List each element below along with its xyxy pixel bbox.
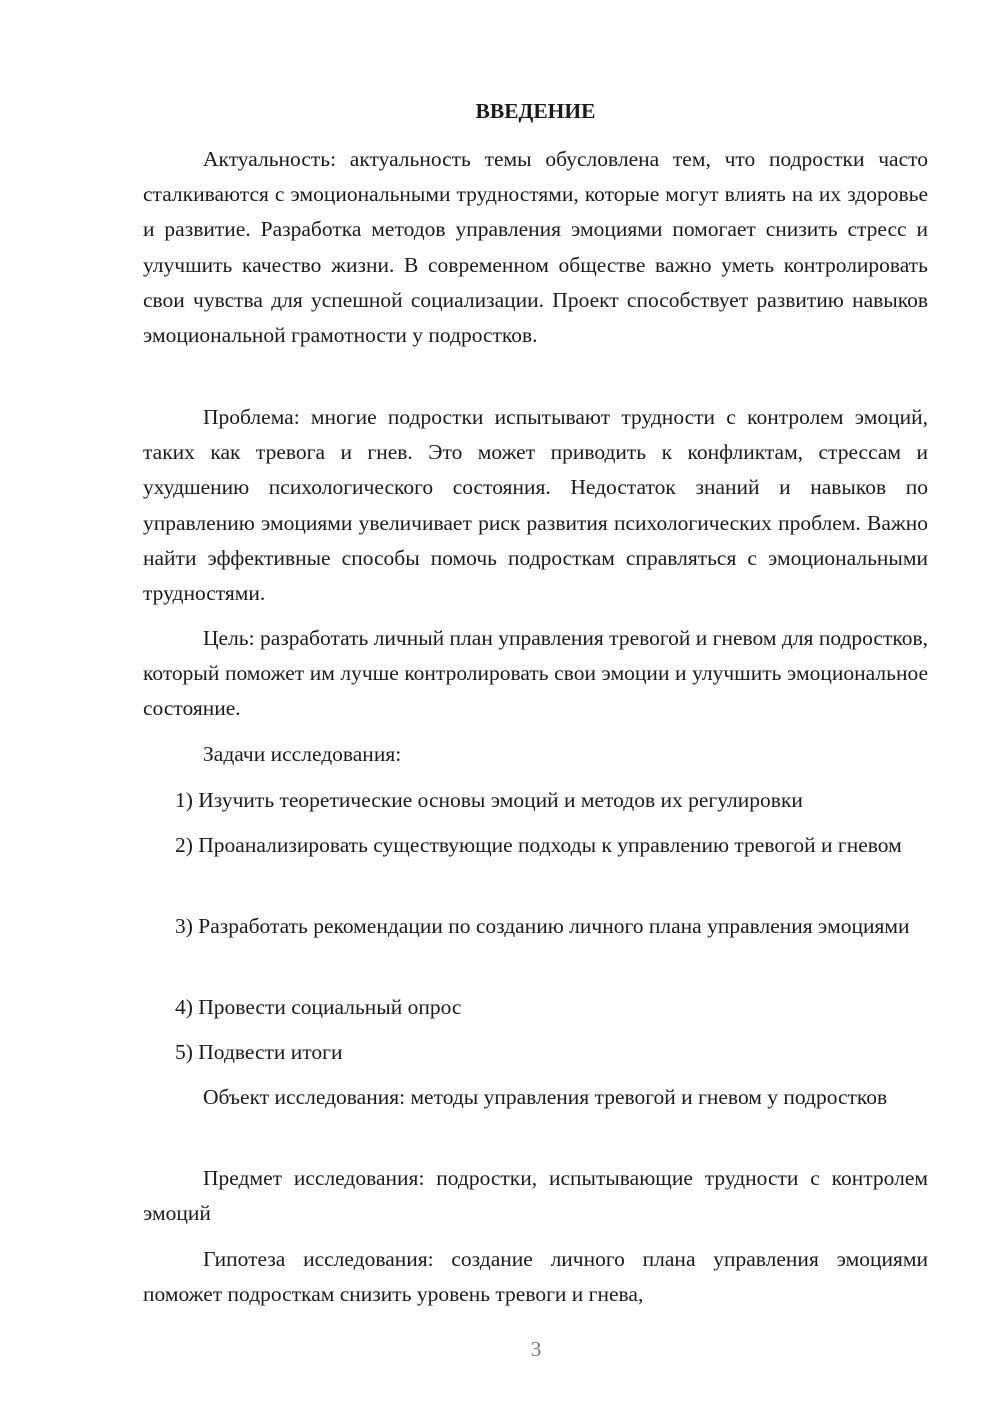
- paragraph-subject: Предмет исследования: подростки, испытывающие трудности с контролем эмоций: [143, 1166, 928, 1226]
- paragraph-problem: Проблема: многие подростки испытывают трудности с контролем эмоций, таких как тревога и гнев. Это может приводить к конфликтам, стрессам и ухудшению психологического состояния. Недостаток знаний и навыков по управлению эмоциями увеличивает риск развития психологических проблем. Важно найти эффективные способы помочь подросткам справляться с эмоциональными трудностями.: [143, 405, 928, 606]
- task-item-1: 1) Изучить теоретические основы эмоций и методов их регулировки: [175, 788, 803, 812]
- tasks-title: Задачи исследования:: [203, 742, 402, 766]
- paragraph-object: Объект исследования: методы управления тревогой и гневом у подростков: [203, 1085, 888, 1109]
- paragraph-relevance: Актуальность: актуальность темы обусловлена тем, что подростки часто сталкиваются с эмоциональными трудностями, которые могут влиять на их здоровье и развитие. Разработка методов управления эмоциями помогает снизить стресс и улучшить качество жизни. В современном обществе важно уметь контролировать свои чувства для успешной социализации. Проект способствует развитию навыков эмоциональной грамотности у подростков.: [143, 147, 928, 348]
- page-number: 3: [530, 1337, 542, 1361]
- task-item-3: 3) Разработать рекомендации по созданию личного плана управления эмоциями: [175, 914, 910, 938]
- task-item-2: 2) Проанализировать существующие подходы к управлению тревогой и гневом: [175, 833, 902, 857]
- paragraph-hypothesis: Гипотеза исследования: создание личного плана управления эмоциями поможет подросткам снизить уровень тревоги и гнева,: [143, 1247, 928, 1307]
- task-item-5: 5) Подвести итоги: [175, 1040, 343, 1064]
- task-item-4: 4) Провести социальный опрос: [175, 995, 462, 1019]
- paragraph-goal: Цель: разработать личный план управления тревогой и гневом для подростков, который поможет им лучше контролировать свои эмоции и улучшить эмоциональное состояние.: [143, 626, 928, 721]
- section-heading: ВВЕДЕНИЕ: [475, 99, 596, 123]
